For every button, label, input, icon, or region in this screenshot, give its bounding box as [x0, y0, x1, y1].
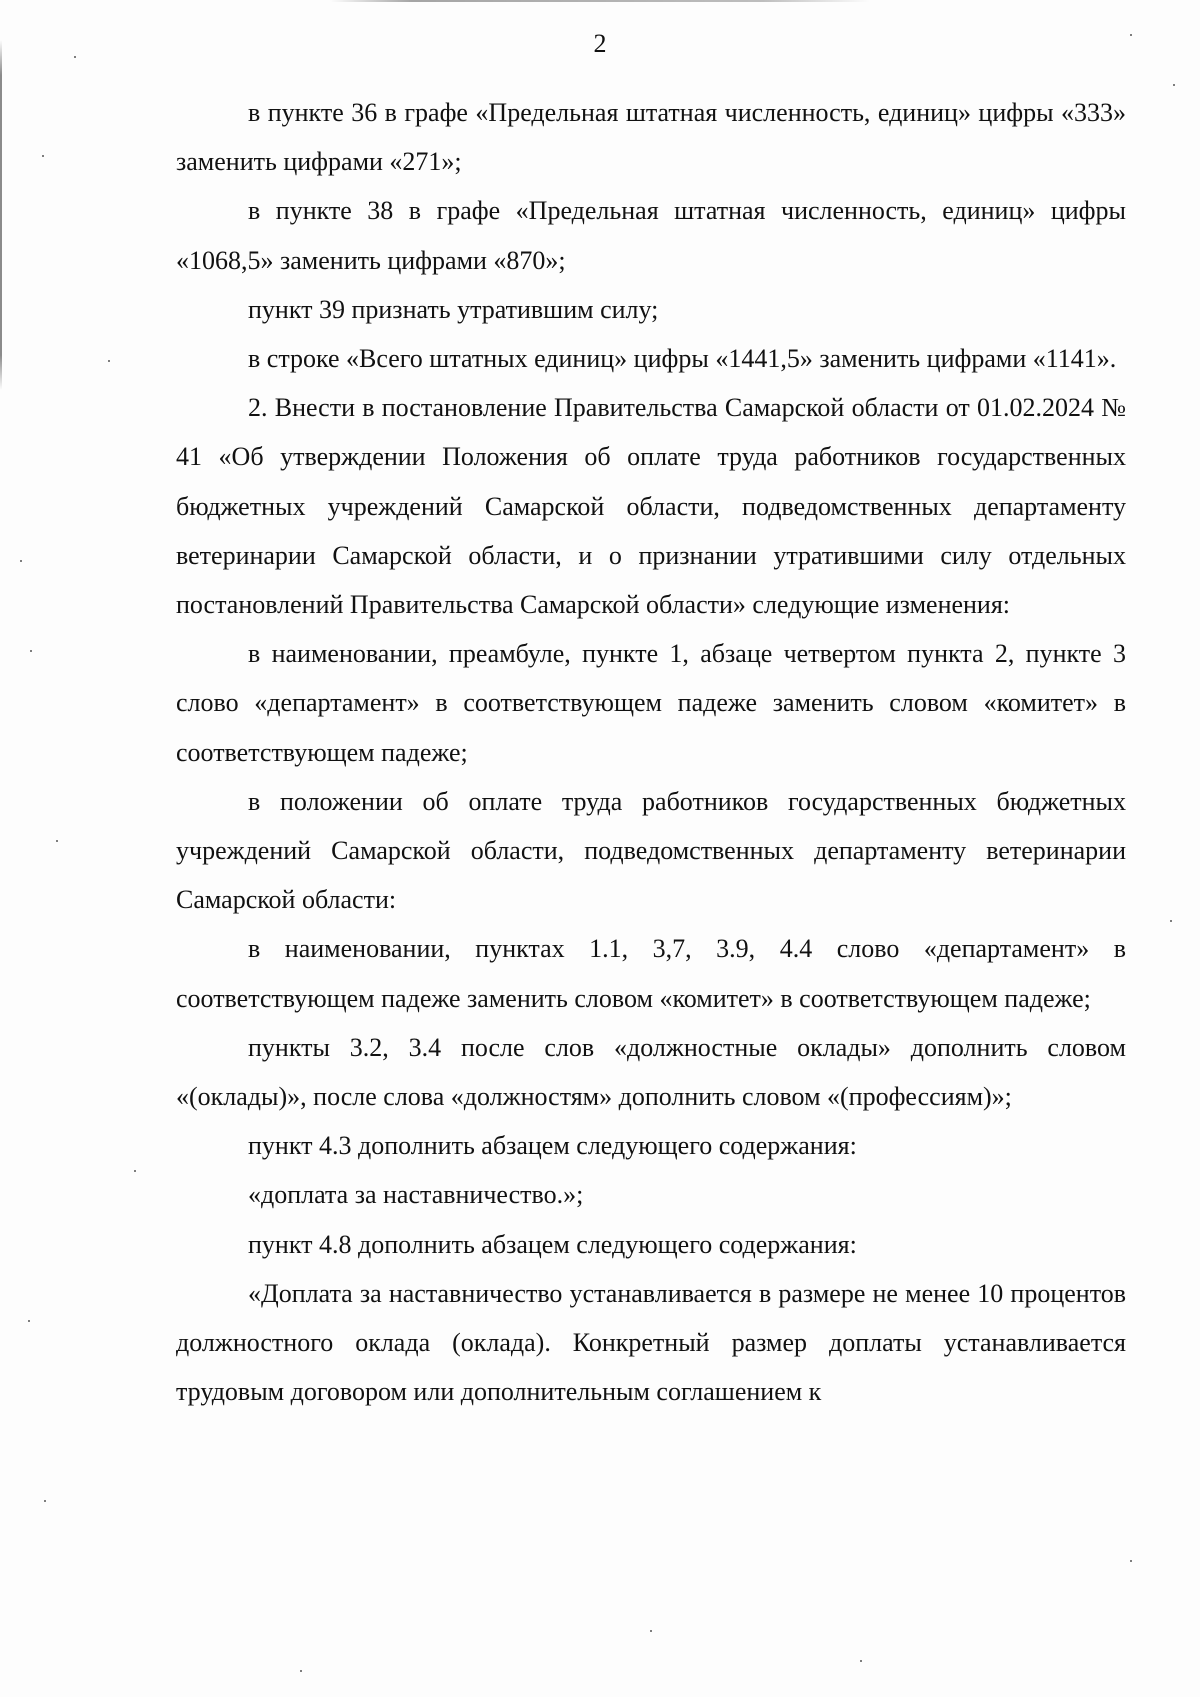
scan-speck — [28, 1320, 30, 1322]
scan-edge-top — [330, 0, 870, 2]
paragraph: в пункте 36 в графе «Предельная штатная численность, единиц» цифры «333» заменить цифрами «271»; — [176, 98, 1126, 177]
scan-speck — [860, 1660, 862, 1662]
paragraph: пункты 3.2, 3.4 после слов «должностные оклады» дополнить словом «(оклады)», после слова «должностям» дополнить словом «(профессиям)»; — [176, 1032, 1126, 1112]
paragraph: 2. Внести в постановление Правительства Самарской области от 01.02.2024 № 41 «Об утверждении Положения об оплате труда работников государственных бюджетных учреждений Самарской области, подведомственных департаменту ветеринарии Самарской области, и о признании утратившими силу отдельных постановлений Правительства Самарской области» следующие изменения: — [176, 393, 1126, 620]
paragraph: пункт 4.3 дополнить абзацем следующего содержания: — [248, 1131, 857, 1161]
paragraph: «Доплата за наставничество устанавливается в размере не менее 10 процентов должностного оклада (оклада). Конкретный размер доплаты устанавливается трудовым договором или дополнительным соглашением к — [176, 1278, 1126, 1407]
scan-edge-left — [0, 40, 2, 390]
scan-speck — [42, 155, 44, 157]
paragraph: в строке «Всего штатных единиц» цифры «1441,5» заменить цифрами «1141». — [248, 344, 1117, 374]
paragraph: пункт 39 признать утратившим силу; — [248, 294, 659, 324]
scan-speck — [1173, 84, 1175, 86]
scan-speck — [20, 560, 22, 562]
paragraph: пункт 4.8 дополнить абзацем следующего содержания: — [248, 1229, 857, 1259]
scan-speck — [74, 56, 76, 58]
page-number: 2 — [593, 29, 607, 58]
scan-speck — [1130, 34, 1132, 36]
scan-speck — [134, 1170, 136, 1172]
paragraph: в положении об оплате труда работников государственных бюджетных учреждений Самарской области, подведомственных департаменту ветеринарии Самарской области: — [176, 786, 1126, 915]
document-body — [176, 88, 1126, 1416]
paragraph: в пункте 38 в графе «Предельная штатная численность, единиц» цифры «1068,5» заменить цифрами «870»; — [176, 196, 1126, 275]
scan-speck — [56, 840, 58, 842]
scan-speck — [30, 650, 32, 652]
paragraph: в наименовании, пунктах 1.1, 3,7, 3.9, 4.4 слово «департамент» в соответствующем падеже заменить словом «комитет» в соответствующем падеже; — [176, 934, 1126, 1013]
paragraph: «доплата за наставничество.»; — [248, 1180, 584, 1210]
scan-speck — [300, 1670, 302, 1672]
scan-speck — [650, 1630, 652, 1632]
scan-speck — [1130, 1560, 1132, 1562]
scan-speck — [44, 1500, 46, 1502]
scan-speck — [1170, 920, 1172, 922]
paragraph: в наименовании, преамбуле, пункте 1, абзаце четвертом пункта 2, пункте 3 слово «департамент» в соответствующем падеже заменить словом «комитет» в соответствующем падеже; — [176, 639, 1126, 767]
scan-speck — [108, 360, 110, 362]
